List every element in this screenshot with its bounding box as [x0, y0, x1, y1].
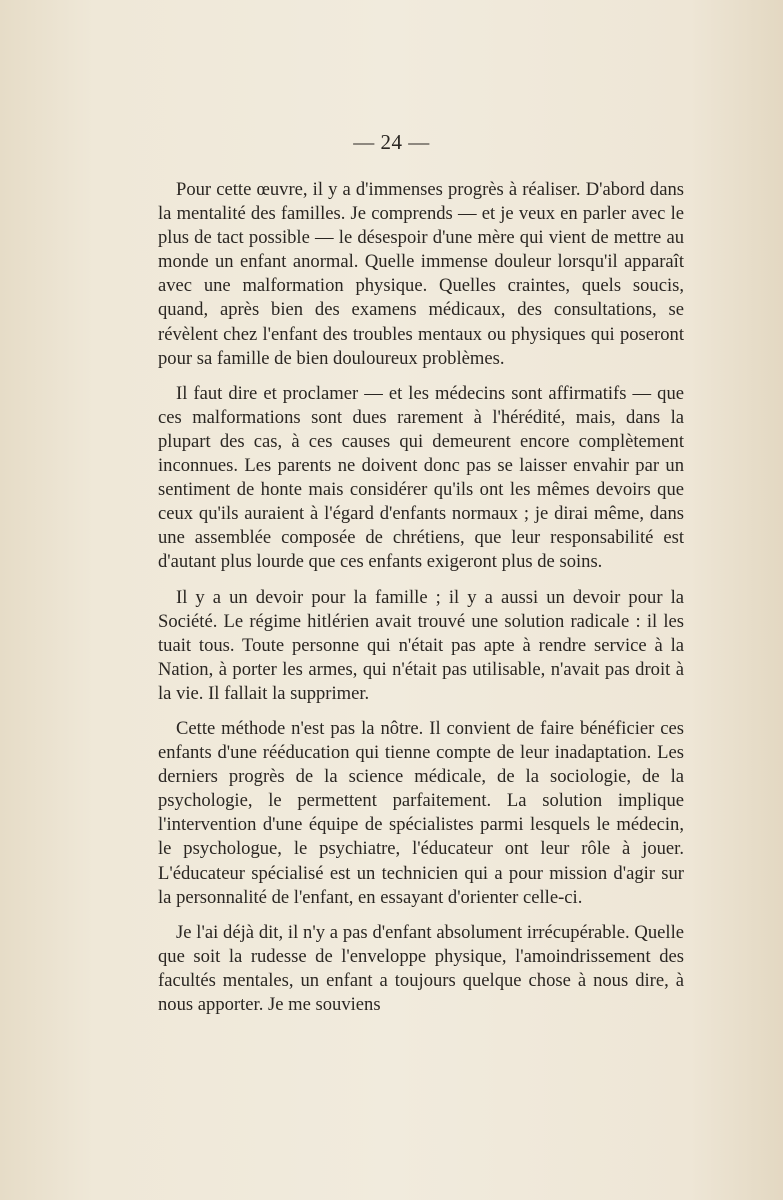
- page-number: — 24 —: [353, 130, 430, 154]
- page-body-text: [158, 178, 684, 1017]
- paragraph-1: Pour cette œuvre, il y a d'immenses progrès à réaliser. D'abord dans la mentalité des familles. Je comprends — et je veux en parler avec le plus de tact possible — le désespoir d'une mère qui vient de mettre au monde un enfant anormal. Quelle immense douleur lorsqu'il apparaît avec une malformation physique. Quelles craintes, quels soucis, quand, après bien des examens médicaux, des consultations, se révèlent chez l'enfant des troubles mentaux ou physiques qui poseront pour sa famille de bien douloureux problèmes.: [158, 179, 684, 369]
- paragraph-5: Je l'ai déjà dit, il n'y a pas d'enfant absolument irrécupérable. Quelle que soit la rudesse de l'enveloppe physique, l'amoindrissement des facultés mentales, un enfant a toujours quelque chose à nous dire, à nous apporter. Je me souviens: [158, 921, 684, 1015]
- paragraph-3: Il y a un devoir pour la famille ; il y a aussi un devoir pour la Société. Le régime hitlérien avait trouvé une solution radicale : il les tuait tous. Toute personne qui n'était pas apte à rendre service à la Nation, à porter les armes, qui n'était pas utilisable, n'avait pas droit à la vie. Il fallait la supprimer.: [158, 586, 684, 704]
- paragraph-2: Il faut dire et proclamer — et les médecins sont affirmatifs — que ces malformations sont dues rarement à l'hérédité, mais, dans la plupart des cas, à ces causes qui demeurent encore complètement inconnues. Les parents ne doivent donc pas se laisser envahir par un sentiment de honte mais considérer qu'ils ont les mêmes devoirs que ceux qu'ils auraient à l'égard d'enfants normaux ; je dirai même, dans une assemblée composée de chrétiens, que leur responsabilité est d'autant plus lourde que ces enfants exigeront plus de soins.: [158, 382, 684, 573]
- paragraph-4: Cette méthode n'est pas la nôtre. Il convient de faire bénéficier ces enfants d'une rééducation qui tienne compte de leur inadaptation. Les derniers progrès de la science médicale, de la sociologie, de la psychologie, le permettent parfaitement. La solution implique l'intervention d'une équipe de spécialistes parmi lesquels le médecin, le psychologue, le psychiatre, l'éducateur ont leur rôle à jouer. L'éducateur spécialisé est un technicien qui a pour mission d'agir sur la personnalité de l'enfant, en essayant d'orienter celle-ci.: [158, 717, 684, 908]
